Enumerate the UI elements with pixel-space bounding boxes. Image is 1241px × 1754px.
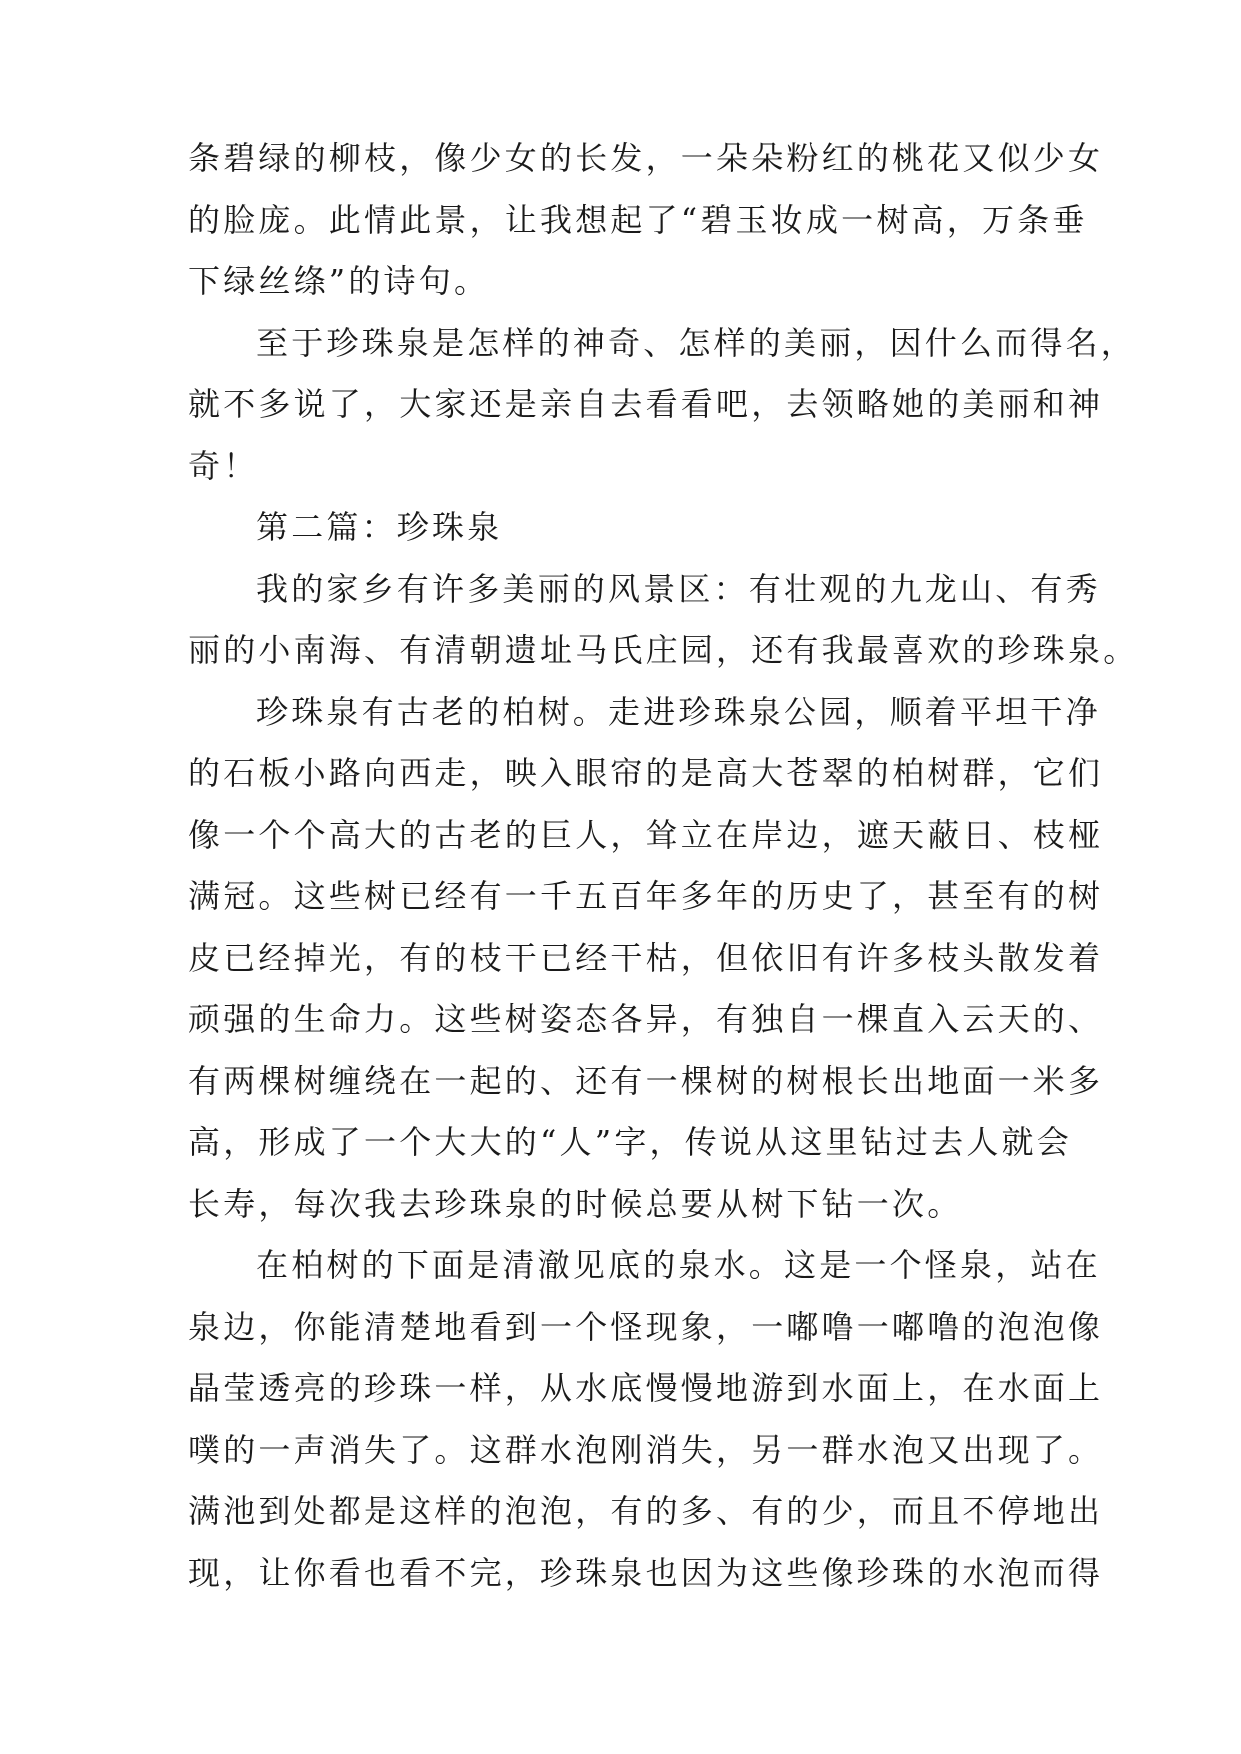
text-line: 顽强的生命力。这些树姿态各异，有独自一棵直入云天的、 (188, 1000, 1104, 1038)
text-line: 珍珠泉有古老的柏树。走进珍珠泉公园，顺着平坦干净 (256, 692, 1101, 731)
text-line: 有两棵树缠绕在一起的、还有一棵树的树根长出地面一米多 (188, 1061, 1104, 1100)
text-line: 就不多说了，大家还是亲自去看看吧，去领略她的美丽和神 (188, 385, 1104, 423)
text-line: 下绿丝绦”的诗句。 (188, 262, 490, 300)
text-line: 晶莹透亮的珍珠一样，从水底慢慢地游到水面上，在水面上 (188, 1369, 1104, 1407)
document-body (188, 128, 1139, 1604)
text-line: 现，让你看也看不完，珍珠泉也因为这些像珍珠的水泡而得 (188, 1553, 1104, 1592)
text-line: 在柏树的下面是清澈见底的泉水。这是一个怪泉，站在 (256, 1246, 1101, 1284)
text-line: 至于珍珠泉是怎样的神奇、怎样的美丽，因什么而得名， (256, 323, 1137, 362)
text-line: 皮已经掉光，有的枝干已经干枯，但依旧有许多枝头散发着 (188, 938, 1104, 977)
text-line: 我的家乡有许多美丽的风景区：有壮观的九龙山、有秀 (256, 569, 1101, 608)
text-line: 条碧绿的柳枝，像少女的长发，一朵朵粉红的桃花又似少女 (188, 139, 1104, 177)
text-line: 长寿，每次我去珍珠泉的时候总要从树下钻一次。 (188, 1184, 963, 1223)
text-line: 泉边，你能清楚地看到一个怪现象，一嘟噜一嘟噜的泡泡像 (188, 1307, 1104, 1346)
text-line: 高，形成了一个大大的“人”字，传说从这里钻过去人就会 (188, 1123, 1072, 1161)
text-line: 满冠。这些树已经有一千五百年多年的历史了，甚至有的树 (188, 877, 1104, 915)
section-heading: 第二篇：珍珠泉 (256, 508, 503, 546)
text-line: 像一个个高大的古老的巨人，耸立在岸边，遮天蔽日、枝桠 (188, 815, 1104, 854)
text-line: 满池到处都是这样的泡泡，有的多、有的少，而且不停地出 (188, 1492, 1104, 1530)
text-line: 的石板小路向西走，映入眼帘的是高大苍翠的柏树群，它们 (188, 754, 1104, 792)
text-line: 噗的一声消失了。这群水泡刚消失，另一群水泡又出现了。 (188, 1430, 1104, 1469)
text-line: 奇！ (188, 446, 259, 485)
text-line: 丽的小南海、有清朝遗址马氏庄园，还有我最喜欢的珍珠泉。 (188, 631, 1139, 669)
text-line: 的脸庞。此情此景，让我想起了“碧玉妆成一树高，万条垂 (188, 200, 1088, 239)
